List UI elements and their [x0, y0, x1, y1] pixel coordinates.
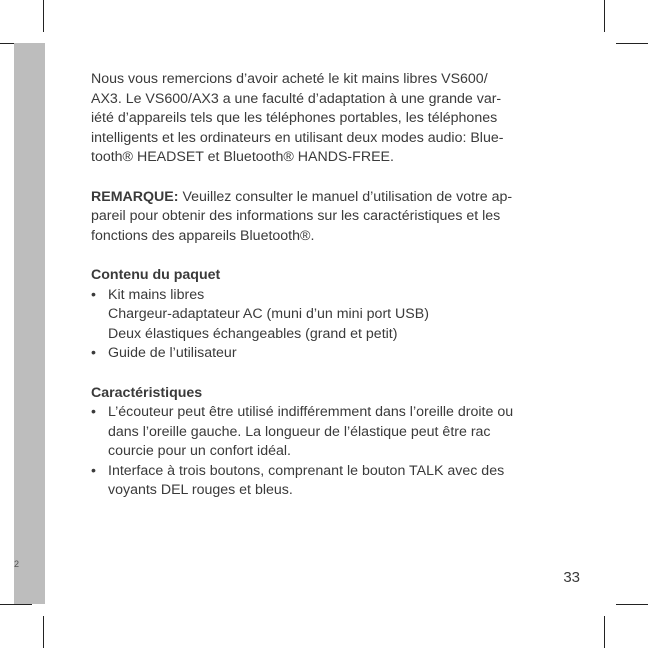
remark-line: fonctions des appareils Bluetooth®. [91, 227, 315, 244]
bullet-icon: • [91, 345, 96, 362]
intro-paragraph [91, 70, 569, 168]
features-section [91, 384, 569, 502]
intro-line: tooth® HEADSET et Bluetooth® HANDS-FREE. [91, 149, 394, 166]
list-item-line: Deux élastiques échangeables (grand et petit) [108, 325, 398, 342]
crop-mark-top-left-v [43, 0, 44, 32]
crop-mark-bottom-right-h [616, 604, 648, 605]
features-list [91, 403, 569, 501]
list-item-line: Guide de l’utilisateur [108, 345, 237, 362]
list-item-line: voyants DEL rouges et bleus. [108, 482, 293, 499]
list-item [91, 286, 569, 345]
intro-line: Nous vous remercions d’avoir acheté le kit mains libres VS600/ [91, 71, 488, 87]
remark-paragraph [91, 188, 569, 247]
intro-line: iété d’appareils tels que les téléphones portables, les téléphones [91, 110, 498, 127]
list-item [91, 344, 569, 364]
list-item-line: Chargeur-adaptateur AC (muni d’un mini port USB) [108, 306, 429, 323]
intro-line: AX3. Le VS600/AX3 a une faculté d’adaptation à une grande var- [91, 90, 502, 107]
side-tab-strip [14, 43, 45, 604]
crop-mark-top-right-h [616, 43, 648, 44]
list-item-line: Interface à trois boutons, comprenant le bouton TALK avec des [108, 462, 505, 479]
list-item-line: courcie pour un confort idéal. [108, 443, 291, 460]
remark-text: Veuillez consulter le manuel d’utilisation de votre ap- [178, 188, 513, 205]
page-number: 33 [563, 569, 580, 586]
features-heading: Caractéristiques [91, 384, 203, 401]
list-item-line: L’écouteur peut être utilisé indifféremment dans l’oreille droite ou [108, 404, 514, 421]
crop-mark-bottom-left-v [43, 616, 44, 648]
remark-line: pareil pour obtenir des informations sur les caractéristiques et les [91, 208, 501, 225]
package-contents-heading: Contenu du paquet [91, 266, 221, 283]
list-item [91, 462, 569, 501]
bullet-icon: • [91, 404, 96, 421]
side-tab-mark: 2 [14, 559, 20, 569]
bullet-icon: • [91, 462, 96, 479]
bullet-icon: • [91, 286, 96, 303]
page-content [91, 70, 569, 501]
package-contents-section [91, 266, 569, 364]
package-contents-list [91, 286, 569, 364]
list-item-line: Kit mains libres [108, 286, 205, 303]
list-item [91, 403, 569, 462]
crop-mark-top-right-v [604, 0, 605, 32]
remark-label: REMARQUE: [91, 188, 179, 205]
intro-line: intelligents et les ordinateurs en utilisant deux modes audio: Blue- [91, 129, 504, 146]
remark-first-line [91, 188, 569, 208]
crop-mark-bottom-left-h [0, 604, 32, 605]
crop-mark-bottom-right-v [604, 616, 605, 648]
list-item-line: dans l’oreille gauche. La longueur de l’élastique peut être rac [108, 423, 491, 440]
